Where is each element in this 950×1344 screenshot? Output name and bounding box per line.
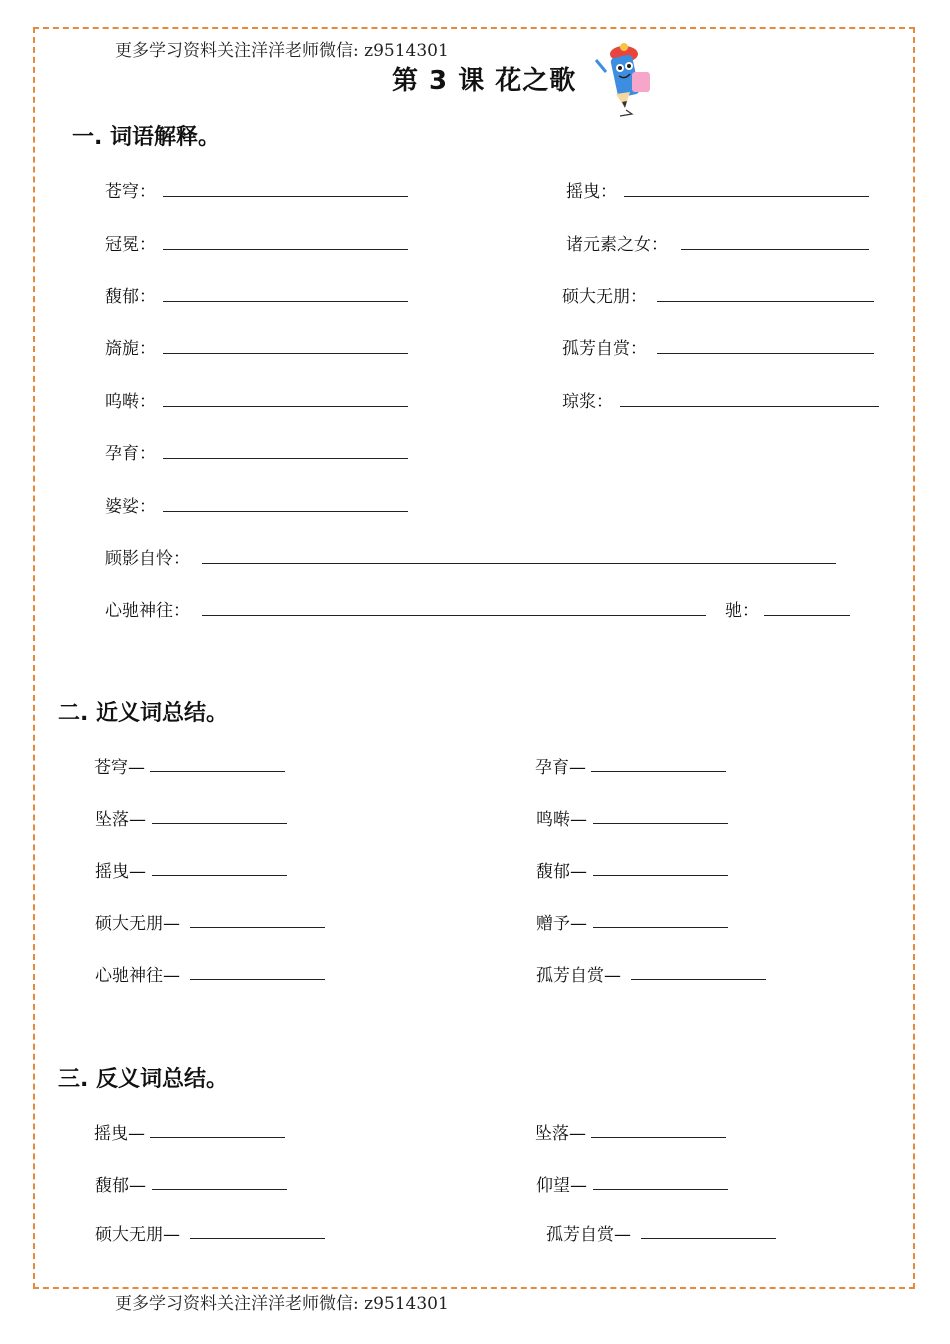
term-label: 驰： bbox=[725, 601, 759, 621]
term-label: 心驰神往： bbox=[105, 601, 190, 621]
answer-line[interactable] bbox=[593, 1189, 728, 1190]
term-label: 摇曳— bbox=[95, 862, 146, 882]
section3-heading: 三. 反义词总结。 bbox=[58, 1067, 229, 1092]
term-label: 坠落— bbox=[95, 810, 146, 830]
term-label: 硕大无朋— bbox=[95, 1225, 180, 1245]
answer-line[interactable] bbox=[163, 458, 408, 459]
term-label: 馥郁— bbox=[95, 1176, 146, 1196]
answer-line[interactable] bbox=[190, 979, 325, 980]
answer-line[interactable] bbox=[657, 301, 874, 302]
section2-heading: 二. 近义词总结。 bbox=[58, 701, 229, 726]
answer-line[interactable] bbox=[681, 249, 869, 250]
term-label: 馥郁： bbox=[105, 287, 156, 307]
term-label: 赠予— bbox=[536, 914, 587, 934]
answer-line[interactable] bbox=[620, 406, 879, 407]
term-label: 旖旎： bbox=[105, 339, 156, 359]
watermark-bottom: 更多学习资料关注洋洋老师微信: z9514301 bbox=[115, 1294, 449, 1314]
answer-line[interactable] bbox=[152, 875, 287, 876]
term-label: 孕育— bbox=[535, 758, 586, 778]
term-label: 顾影自怜： bbox=[105, 549, 190, 569]
term-label: 苍穹— bbox=[94, 758, 145, 778]
section1-heading: 一. 词语解释。 bbox=[72, 125, 221, 150]
term-label: 诸元素之女： bbox=[566, 235, 668, 255]
term-label: 仰望— bbox=[536, 1176, 587, 1196]
term-label: 坠落— bbox=[535, 1124, 586, 1144]
answer-line[interactable] bbox=[591, 771, 726, 772]
term-label: 孤芳自赏— bbox=[546, 1225, 631, 1245]
watermark-top: 更多学习资料关注洋洋老师微信: z9514301 bbox=[115, 41, 449, 61]
term-label: 苍穹： bbox=[105, 182, 156, 202]
answer-line[interactable] bbox=[190, 1238, 325, 1239]
answer-line[interactable] bbox=[150, 771, 285, 772]
term-label: 硕大无朋— bbox=[95, 914, 180, 934]
term-label: 婆娑： bbox=[105, 497, 156, 517]
answer-line[interactable] bbox=[593, 875, 728, 876]
answer-line[interactable] bbox=[202, 563, 836, 564]
answer-line[interactable] bbox=[152, 1189, 287, 1190]
answer-line[interactable] bbox=[163, 249, 408, 250]
term-label: 冠冕： bbox=[105, 235, 156, 255]
term-label: 琼浆： bbox=[562, 392, 613, 412]
answer-line[interactable] bbox=[163, 196, 408, 197]
answer-line[interactable] bbox=[657, 353, 874, 354]
answer-line[interactable] bbox=[631, 979, 766, 980]
term-label: 孤芳自赏— bbox=[536, 966, 621, 986]
term-label: 摇曳： bbox=[566, 182, 617, 202]
answer-line[interactable] bbox=[163, 301, 408, 302]
answer-line[interactable] bbox=[593, 927, 728, 928]
term-label: 摇曳— bbox=[94, 1124, 145, 1144]
answer-line[interactable] bbox=[190, 927, 325, 928]
answer-line[interactable] bbox=[163, 353, 408, 354]
answer-line[interactable] bbox=[591, 1137, 726, 1138]
answer-line[interactable] bbox=[150, 1137, 285, 1138]
answer-line[interactable] bbox=[202, 615, 706, 616]
term-label: 鸣啭— bbox=[536, 810, 587, 830]
answer-line[interactable] bbox=[764, 615, 850, 616]
term-label: 心驰神往— bbox=[95, 966, 180, 986]
term-label: 馥郁— bbox=[536, 862, 587, 882]
answer-line[interactable] bbox=[641, 1238, 776, 1239]
lesson-title: 第 3 课 花之歌 bbox=[392, 66, 577, 96]
term-label: 呜啭： bbox=[105, 392, 156, 412]
answer-line[interactable] bbox=[593, 823, 728, 824]
page-border bbox=[33, 27, 915, 1289]
answer-line[interactable] bbox=[152, 823, 287, 824]
answer-line[interactable] bbox=[624, 196, 869, 197]
term-label: 硕大无朋： bbox=[562, 287, 647, 307]
answer-line[interactable] bbox=[163, 406, 408, 407]
answer-line[interactable] bbox=[163, 511, 408, 512]
term-label: 孕育： bbox=[105, 444, 156, 464]
pencil-mascot-icon bbox=[592, 42, 662, 120]
term-label: 孤芳自赏： bbox=[562, 339, 647, 359]
